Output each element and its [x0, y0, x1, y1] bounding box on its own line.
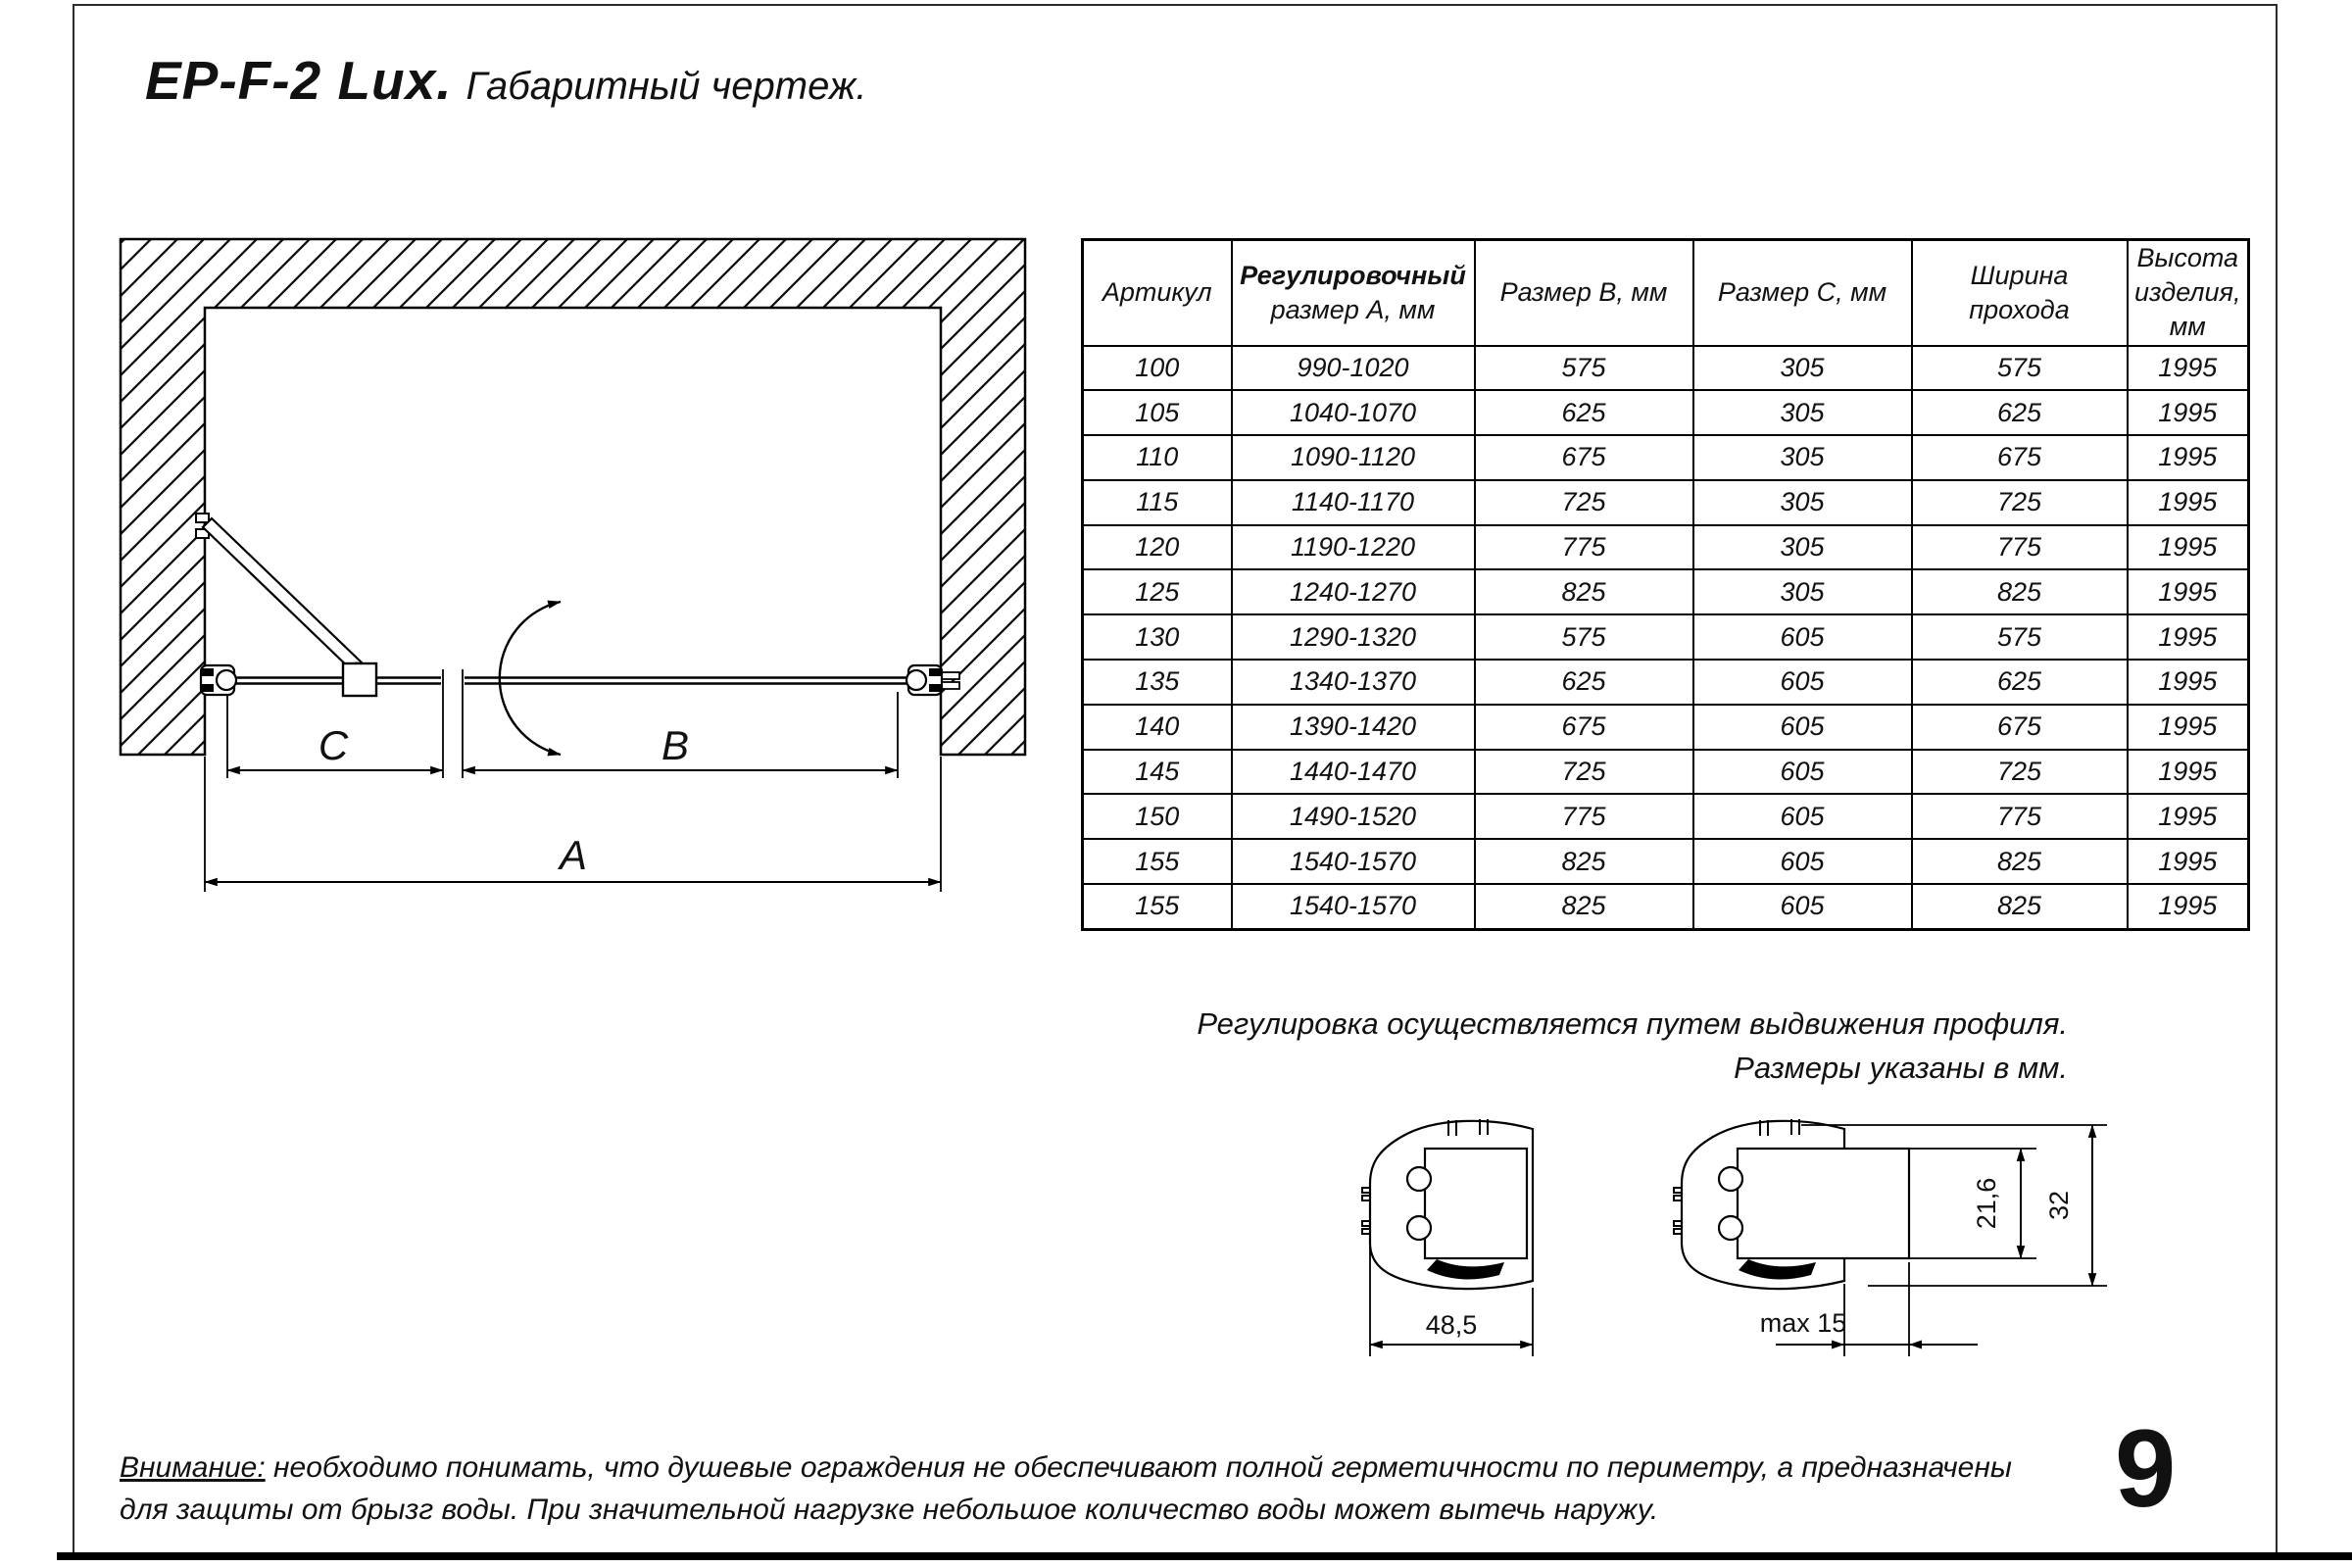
table-cell: 1540-1570	[1232, 839, 1475, 884]
table-row	[1083, 794, 2249, 839]
dimensions-table	[1081, 238, 2250, 931]
table-header-row	[1083, 240, 2249, 346]
profile-inner-height-label: 21,6	[1972, 1177, 2001, 1230]
table-cell: 1995	[2128, 794, 2249, 839]
table-cell: 1995	[2128, 660, 2249, 705]
table-cell: 125	[1083, 569, 1232, 614]
table-cell: 155	[1083, 839, 1232, 884]
warning-line-1: Внимание: необходимо понимать, что душевые ограждения не обеспечивают полной герметичности по периметру, а предназначены	[120, 1451, 2012, 1484]
table-cell: 120	[1083, 525, 1232, 570]
table-cell: 1995	[2128, 705, 2249, 750]
profile-cross-sections	[1333, 1105, 2136, 1390]
table-cell: 605	[1693, 839, 1912, 884]
table-cell: 775	[1475, 525, 1693, 570]
table-cell: 675	[1912, 435, 2128, 480]
table-cell: 1995	[2128, 839, 2249, 884]
table-cell: 1995	[2128, 614, 2249, 660]
table-cell: 605	[1693, 750, 1912, 795]
table-cell: 605	[1693, 614, 1912, 660]
table-cell: 605	[1693, 884, 1912, 929]
table-cell: 675	[1912, 705, 2128, 750]
table-cell: 725	[1475, 750, 1693, 795]
page-number: 9	[2115, 1407, 2177, 1530]
table-cell: 305	[1693, 390, 1912, 435]
table-cell: 1995	[2128, 750, 2249, 795]
table-row	[1083, 614, 2249, 660]
table-cell: 775	[1475, 794, 1693, 839]
table-cell: 575	[1912, 614, 2128, 660]
table-cell: 575	[1912, 346, 2128, 391]
table-cell: 150	[1083, 794, 1232, 839]
table-cell: 1240-1270	[1232, 569, 1475, 614]
profile-width-label: 48,5	[1425, 1310, 1478, 1340]
table-cell: 305	[1693, 435, 1912, 480]
table-cell: 1995	[2128, 346, 2249, 391]
table-cell: 305	[1693, 569, 1912, 614]
table-row	[1083, 839, 2249, 884]
table-cell: 825	[1912, 569, 2128, 614]
table-row	[1083, 884, 2249, 929]
col-header-size-a: Регулировочный размер А, мм	[1232, 240, 1475, 346]
dim-label-c: C	[318, 722, 349, 768]
col-header-size-b: Размер В, мм	[1475, 240, 1693, 346]
table-cell: 1540-1570	[1232, 884, 1475, 929]
table-cell: 775	[1912, 525, 2128, 570]
table-row	[1083, 569, 2249, 614]
table-cell: 825	[1912, 884, 2128, 929]
dim-label-a: A	[559, 832, 588, 878]
adjustment-notes	[1078, 1002, 2068, 1090]
table-cell: 1390-1420	[1232, 705, 1475, 750]
left-wall-profile	[201, 665, 236, 695]
model-name: EP-F-2 Lux.	[145, 50, 453, 111]
table-cell: 1995	[2128, 480, 2249, 525]
table-cell: 725	[1912, 480, 2128, 525]
table-cell: 1490-1520	[1232, 794, 1475, 839]
warning-line-2: для защиты от брызг воды. При значительной нагрузке небольшое количество воды может вытечь наружу.	[120, 1494, 1659, 1526]
table-cell: 1340-1370	[1232, 660, 1475, 705]
table-cell: 625	[1912, 390, 2128, 435]
table-cell: 725	[1912, 750, 2128, 795]
profile-section-retracted	[1362, 1119, 1533, 1289]
table-row	[1083, 705, 2249, 750]
table-cell: 725	[1475, 480, 1693, 525]
table-cell: 1995	[2128, 390, 2249, 435]
table-cell: 1040-1070	[1232, 390, 1475, 435]
table-row	[1083, 346, 2249, 391]
table-row	[1083, 525, 2249, 570]
table-cell: 605	[1693, 705, 1912, 750]
table-cell: 825	[1912, 839, 2128, 884]
note-line-2: Размеры указаны в мм.	[1734, 1051, 2068, 1085]
table-cell: 155	[1083, 884, 1232, 929]
table-cell: 625	[1475, 390, 1693, 435]
table-cell: 575	[1475, 346, 1693, 391]
table-cell: 145	[1083, 750, 1232, 795]
table-row	[1083, 435, 2249, 480]
table-cell: 1440-1470	[1232, 750, 1475, 795]
table-cell: 115	[1083, 480, 1232, 525]
profile-outer-height-label: 32	[2044, 1190, 2074, 1221]
col-header-height: Высота изделия, мм	[2128, 240, 2249, 346]
table-cell: 1995	[2128, 884, 2249, 929]
table-cell: 675	[1475, 435, 1693, 480]
enclosure-top-view-drawing	[110, 227, 1036, 913]
table-row	[1083, 390, 2249, 435]
table-cell: 825	[1475, 884, 1693, 929]
table-cell: 305	[1693, 346, 1912, 391]
note-line-1: Регулировка осуществляется путем выдвижения профиля.	[1197, 1006, 2068, 1041]
table-row	[1083, 750, 2249, 795]
table-row	[1083, 660, 2249, 705]
table-cell: 1290-1320	[1232, 614, 1475, 660]
profile-extension-label: max 15	[1759, 1308, 1847, 1338]
table-cell: 1995	[2128, 435, 2249, 480]
table-cell: 305	[1693, 480, 1912, 525]
dim-label-b: B	[661, 722, 690, 768]
table-cell: 625	[1475, 660, 1693, 705]
table-cell: 1140-1170	[1232, 480, 1475, 525]
table-cell: 305	[1693, 525, 1912, 570]
table-cell: 105	[1083, 390, 1232, 435]
table-cell: 130	[1083, 614, 1232, 660]
table-cell: 1995	[2128, 525, 2249, 570]
warning-label: Внимание:	[120, 1451, 266, 1484]
table-cell: 675	[1475, 705, 1693, 750]
table-cell: 775	[1912, 794, 2128, 839]
hinge-block	[343, 663, 376, 696]
table-cell: 825	[1475, 839, 1693, 884]
table-cell: 605	[1693, 660, 1912, 705]
table-cell: 1190-1220	[1232, 525, 1475, 570]
warning-note	[120, 1446, 2089, 1531]
col-header-article: Артикул	[1083, 240, 1232, 346]
col-header-size-c: Размер С, мм	[1693, 240, 1912, 346]
table-cell: 625	[1912, 660, 2128, 705]
page-title	[145, 49, 867, 112]
table-cell: 110	[1083, 435, 1232, 480]
fixed-glass-panels	[210, 678, 939, 684]
table-cell: 1995	[2128, 569, 2249, 614]
table-cell: 825	[1475, 569, 1693, 614]
page-bottom-rule	[57, 1552, 2352, 1560]
drawing-subtitle: Габаритный чертеж.	[466, 65, 867, 108]
table-cell: 605	[1693, 794, 1912, 839]
profile-section-extended	[1674, 1119, 1909, 1289]
table-cell: 140	[1083, 705, 1232, 750]
table-row	[1083, 480, 2249, 525]
table-cell: 1090-1120	[1232, 435, 1475, 480]
table-cell: 575	[1475, 614, 1693, 660]
table-cell: 135	[1083, 660, 1232, 705]
table-cell: 990-1020	[1232, 346, 1475, 391]
table-cell: 100	[1083, 346, 1232, 391]
col-header-pass-width: Ширина прохода	[1912, 240, 2128, 346]
